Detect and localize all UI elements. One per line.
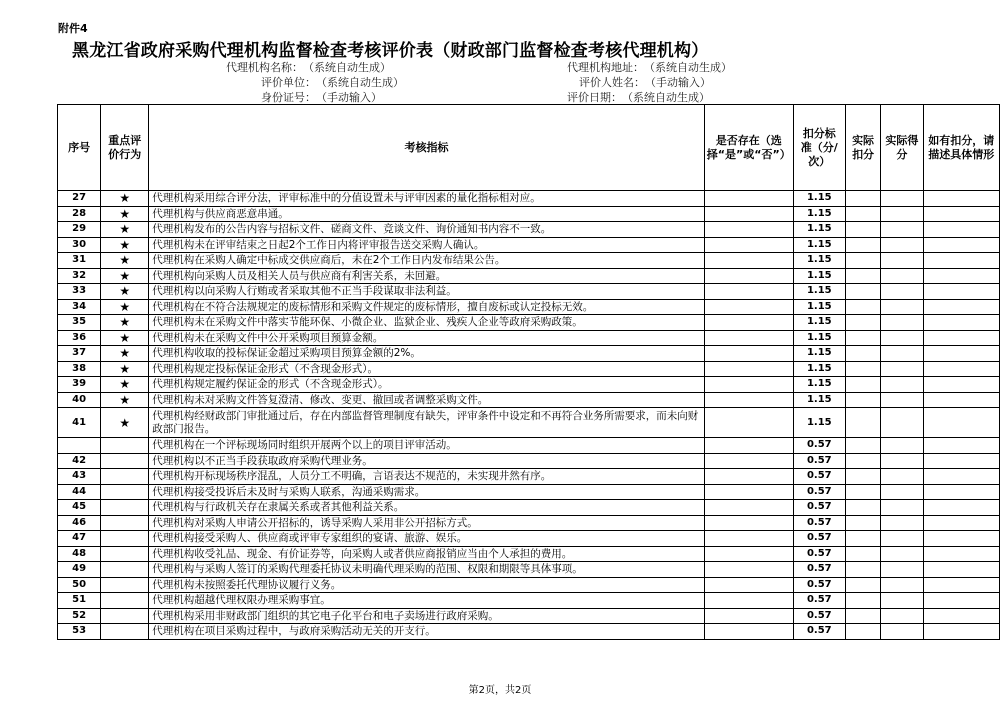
table-row bbox=[58, 608, 1000, 624]
remark-cell[interactable] bbox=[923, 515, 999, 531]
indicator-text: 代理机构采用非财政部门组织的其它电子化平台和电子卖场进行政府采购。 bbox=[149, 608, 705, 624]
row-number: 43 bbox=[58, 469, 101, 485]
key-behavior-star: ★ bbox=[101, 268, 149, 284]
remark-cell[interactable] bbox=[923, 562, 999, 578]
exists-cell[interactable] bbox=[704, 330, 793, 346]
header-remark: 如有扣分，请描述具体情形 bbox=[923, 105, 999, 191]
deduction-standard: 1.15 bbox=[793, 237, 845, 253]
table-row bbox=[58, 222, 1000, 238]
remark-cell[interactable] bbox=[923, 500, 999, 516]
row-number: 28 bbox=[58, 206, 101, 222]
key-behavior-star bbox=[101, 484, 149, 500]
indicator-text: 代理机构超越代理权限办理采购事宜。 bbox=[149, 593, 705, 609]
indicator-text: 代理机构接受采购人、供应商或评审专家组织的宴请、旅游、娱乐。 bbox=[149, 531, 705, 547]
actual-deduct-cell[interactable] bbox=[845, 500, 880, 516]
actual-score-cell[interactable] bbox=[881, 346, 923, 362]
remark-cell[interactable] bbox=[923, 206, 999, 222]
remark-cell[interactable] bbox=[923, 408, 999, 438]
actual-deduct-cell[interactable] bbox=[845, 377, 880, 393]
deduction-standard: 0.57 bbox=[793, 438, 845, 454]
table-row bbox=[58, 469, 1000, 485]
exists-cell[interactable] bbox=[704, 484, 793, 500]
remark-cell[interactable] bbox=[923, 237, 999, 253]
actual-score-cell[interactable] bbox=[881, 237, 923, 253]
key-behavior-star: ★ bbox=[101, 206, 149, 222]
row-number bbox=[58, 438, 101, 454]
exists-cell[interactable] bbox=[704, 624, 793, 640]
remark-cell[interactable] bbox=[923, 284, 999, 300]
page-title: 黑龙江省政府采购代理机构监督检查考核评价表（财政部门监督检查考核代理机构） bbox=[72, 41, 709, 61]
actual-score-cell[interactable] bbox=[881, 268, 923, 284]
exists-cell[interactable] bbox=[704, 593, 793, 609]
row-number: 40 bbox=[58, 392, 101, 408]
actual-deduct-cell[interactable] bbox=[845, 453, 880, 469]
remark-cell[interactable] bbox=[923, 484, 999, 500]
row-number: 52 bbox=[58, 608, 101, 624]
actual-score-cell[interactable] bbox=[881, 392, 923, 408]
meta-value[interactable]: （手动输入） bbox=[645, 76, 711, 89]
actual-deduct-cell[interactable] bbox=[845, 438, 880, 454]
deduction-standard: 1.15 bbox=[793, 315, 845, 331]
actual-score-cell[interactable] bbox=[881, 222, 923, 238]
indicator-text: 代理机构规定投标保证金形式（不含现金形式）。 bbox=[149, 361, 705, 377]
deduction-standard: 0.57 bbox=[793, 531, 845, 547]
indicator-text: 代理机构与采购人签订的采购代理委托协议未明确代理采购的范围、权限和期限等具体事项。 bbox=[149, 562, 705, 578]
exists-cell[interactable] bbox=[704, 453, 793, 469]
exists-cell[interactable] bbox=[704, 531, 793, 547]
remark-cell[interactable] bbox=[923, 608, 999, 624]
table-row bbox=[58, 577, 1000, 593]
header-indicator: 考核指标 bbox=[149, 105, 705, 191]
actual-score-cell[interactable] bbox=[881, 577, 923, 593]
actual-score-cell[interactable] bbox=[881, 438, 923, 454]
remark-cell[interactable] bbox=[923, 392, 999, 408]
header-actual-deduct: 实际扣分 bbox=[845, 105, 880, 191]
exists-cell[interactable] bbox=[704, 377, 793, 393]
remark-cell[interactable] bbox=[923, 531, 999, 547]
remark-cell[interactable] bbox=[923, 469, 999, 485]
key-behavior-star: ★ bbox=[101, 330, 149, 346]
exists-cell[interactable] bbox=[704, 392, 793, 408]
key-behavior-star bbox=[101, 515, 149, 531]
row-number: 31 bbox=[58, 253, 101, 269]
actual-deduct-cell[interactable] bbox=[845, 237, 880, 253]
actual-deduct-cell[interactable] bbox=[845, 361, 880, 377]
actual-deduct-cell[interactable] bbox=[845, 408, 880, 438]
remark-cell[interactable] bbox=[923, 330, 999, 346]
meta-value[interactable]: （系统自动生成） bbox=[622, 91, 710, 104]
row-number: 30 bbox=[58, 237, 101, 253]
deduction-standard: 0.57 bbox=[793, 515, 845, 531]
indicator-text: 代理机构在采购人确定中标成交供应商后，未在2个工作日内发布结果公告。 bbox=[149, 253, 705, 269]
actual-deduct-cell[interactable] bbox=[845, 253, 880, 269]
exists-cell[interactable] bbox=[704, 608, 793, 624]
key-behavior-star bbox=[101, 593, 149, 609]
actual-deduct-cell[interactable] bbox=[845, 299, 880, 315]
table-row bbox=[58, 484, 1000, 500]
deduction-standard: 1.15 bbox=[793, 330, 845, 346]
remark-cell[interactable] bbox=[923, 315, 999, 331]
exists-cell[interactable] bbox=[704, 206, 793, 222]
table-row bbox=[58, 624, 1000, 640]
key-behavior-star: ★ bbox=[101, 191, 149, 207]
actual-deduct-cell[interactable] bbox=[845, 346, 880, 362]
remark-cell[interactable] bbox=[923, 268, 999, 284]
header-key-behavior: 重点评价行为 bbox=[101, 105, 149, 191]
indicator-text: 代理机构以向采购人行贿或者采取其他不正当手段谋取非法利益。 bbox=[149, 284, 705, 300]
deduction-standard: 1.15 bbox=[793, 392, 845, 408]
exists-cell[interactable] bbox=[704, 268, 793, 284]
exists-cell[interactable] bbox=[704, 500, 793, 516]
actual-deduct-cell[interactable] bbox=[845, 222, 880, 238]
actual-deduct-cell[interactable] bbox=[845, 268, 880, 284]
row-number: 51 bbox=[58, 593, 101, 609]
exists-cell[interactable] bbox=[704, 515, 793, 531]
indicator-text: 代理机构开标现场秩序混乱，人员分工不明确，言语表达不规范的，未实现井然有序。 bbox=[149, 469, 705, 485]
actual-score-cell[interactable] bbox=[881, 608, 923, 624]
actual-score-cell[interactable] bbox=[881, 624, 923, 640]
deduction-standard: 0.57 bbox=[793, 546, 845, 562]
remark-cell[interactable] bbox=[923, 346, 999, 362]
key-behavior-star bbox=[101, 608, 149, 624]
key-behavior-star: ★ bbox=[101, 377, 149, 393]
table-row bbox=[58, 438, 1000, 454]
row-number: 34 bbox=[58, 299, 101, 315]
exists-cell[interactable] bbox=[704, 546, 793, 562]
actual-score-cell[interactable] bbox=[881, 408, 923, 438]
deduction-standard: 1.15 bbox=[793, 361, 845, 377]
table-row bbox=[58, 268, 1000, 284]
actual-deduct-cell[interactable] bbox=[845, 531, 880, 547]
indicator-text: 代理机构经财政部门审批通过后，存在内部监督管理制度有缺失，评审条件中设定和不再符合业务所需要求，而未向财政部门报告。 bbox=[149, 408, 705, 438]
actual-deduct-cell[interactable] bbox=[845, 206, 880, 222]
remark-cell[interactable] bbox=[923, 191, 999, 207]
key-behavior-star: ★ bbox=[101, 346, 149, 362]
exists-cell[interactable] bbox=[704, 408, 793, 438]
table-row bbox=[58, 253, 1000, 269]
deduction-standard: 0.57 bbox=[793, 593, 845, 609]
exists-cell[interactable] bbox=[704, 562, 793, 578]
key-behavior-star bbox=[101, 577, 149, 593]
table-row bbox=[58, 346, 1000, 362]
indicator-text: 代理机构接受投诉后未及时与采购人联系，沟通采购需求。 bbox=[149, 484, 705, 500]
actual-deduct-cell[interactable] bbox=[845, 315, 880, 331]
exists-cell[interactable] bbox=[704, 438, 793, 454]
actual-deduct-cell[interactable] bbox=[845, 191, 880, 207]
meta-id-number bbox=[261, 89, 382, 105]
exists-cell[interactable] bbox=[704, 346, 793, 362]
actual-score-cell[interactable] bbox=[881, 377, 923, 393]
meta-label: 代理机构名称： bbox=[226, 61, 303, 74]
evaluation-table bbox=[57, 104, 1000, 640]
actual-score-cell[interactable] bbox=[881, 546, 923, 562]
key-behavior-star: ★ bbox=[101, 284, 149, 300]
row-number: 33 bbox=[58, 284, 101, 300]
page-footer: 第2页，共2页 bbox=[468, 685, 532, 696]
deduction-standard: 0.57 bbox=[793, 577, 845, 593]
indicator-text: 代理机构未在采购文件中落实节能环保、小微企业、监狱企业、残疾人企业等政府采购政策。 bbox=[149, 315, 705, 331]
actual-score-cell[interactable] bbox=[881, 484, 923, 500]
indicator-text: 代理机构在一个评标现场同时组织开展两个以上的项目评审活动。 bbox=[149, 438, 705, 454]
actual-deduct-cell[interactable] bbox=[845, 593, 880, 609]
deduction-standard: 1.15 bbox=[793, 222, 845, 238]
actual-deduct-cell[interactable] bbox=[845, 392, 880, 408]
indicator-text: 代理机构未按照委托代理协议履行义务。 bbox=[149, 577, 705, 593]
remark-cell[interactable] bbox=[923, 253, 999, 269]
deduction-standard: 0.57 bbox=[793, 562, 845, 578]
actual-deduct-cell[interactable] bbox=[845, 515, 880, 531]
table-row bbox=[58, 562, 1000, 578]
meta-value[interactable]: （系统自动生成） bbox=[644, 61, 732, 74]
indicator-text: 代理机构向采购人员及相关人员与供应商有利害关系，未回避。 bbox=[149, 268, 705, 284]
row-number: 41 bbox=[58, 408, 101, 438]
meta-evaluator-name bbox=[579, 74, 711, 90]
remark-cell[interactable] bbox=[923, 593, 999, 609]
meta-value[interactable]: （系统自动生成） bbox=[303, 61, 391, 74]
indicator-text: 代理机构以不正当手段获取政府采购代理业务。 bbox=[149, 453, 705, 469]
deduction-standard: 1.15 bbox=[793, 346, 845, 362]
table-row bbox=[58, 191, 1000, 207]
exists-cell[interactable] bbox=[704, 361, 793, 377]
key-behavior-star: ★ bbox=[101, 299, 149, 315]
deduction-standard: 0.57 bbox=[793, 624, 845, 640]
row-number: 27 bbox=[58, 191, 101, 207]
meta-value[interactable]: （手动输入） bbox=[316, 91, 382, 104]
deduction-standard: 1.15 bbox=[793, 268, 845, 284]
deduction-standard: 0.57 bbox=[793, 453, 845, 469]
actual-deduct-cell[interactable] bbox=[845, 469, 880, 485]
remark-cell[interactable] bbox=[923, 377, 999, 393]
deduction-standard: 1.15 bbox=[793, 299, 845, 315]
table-row bbox=[58, 361, 1000, 377]
row-number: 45 bbox=[58, 500, 101, 516]
meta-agency-name bbox=[226, 59, 391, 75]
deduction-standard: 1.15 bbox=[793, 206, 845, 222]
meta-label: 评价日期： bbox=[567, 91, 622, 104]
header-standard: 扣分标准（分/次） bbox=[793, 105, 845, 191]
deduction-standard: 1.15 bbox=[793, 377, 845, 393]
row-number: 37 bbox=[58, 346, 101, 362]
actual-score-cell[interactable] bbox=[881, 453, 923, 469]
exists-cell[interactable] bbox=[704, 577, 793, 593]
deduction-standard: 0.57 bbox=[793, 500, 845, 516]
table-row bbox=[58, 531, 1000, 547]
deduction-standard: 1.15 bbox=[793, 284, 845, 300]
meta-label: 评价单位： bbox=[261, 76, 316, 89]
key-behavior-star bbox=[101, 469, 149, 485]
table-row bbox=[58, 500, 1000, 516]
attachment-label: 附件4 bbox=[58, 22, 88, 35]
table-row bbox=[58, 515, 1000, 531]
table-row bbox=[58, 284, 1000, 300]
header-exists: 是否存在（选择“是”或“否”） bbox=[704, 105, 793, 191]
table-row bbox=[58, 593, 1000, 609]
indicator-text: 代理机构在项目采购过程中，与政府采购活动无关的开支行。 bbox=[149, 624, 705, 640]
row-number: 53 bbox=[58, 624, 101, 640]
row-number: 32 bbox=[58, 268, 101, 284]
actual-deduct-cell[interactable] bbox=[845, 330, 880, 346]
row-number: 38 bbox=[58, 361, 101, 377]
table-row bbox=[58, 315, 1000, 331]
meta-evaluation-unit bbox=[261, 74, 404, 90]
row-number: 39 bbox=[58, 377, 101, 393]
table-row bbox=[58, 392, 1000, 408]
meta-value[interactable]: （系统自动生成） bbox=[316, 76, 404, 89]
actual-deduct-cell[interactable] bbox=[845, 562, 880, 578]
actual-score-cell[interactable] bbox=[881, 299, 923, 315]
exists-cell[interactable] bbox=[704, 253, 793, 269]
actual-score-cell[interactable] bbox=[881, 531, 923, 547]
actual-deduct-cell[interactable] bbox=[845, 546, 880, 562]
header-no: 序号 bbox=[58, 105, 101, 191]
actual-score-cell[interactable] bbox=[881, 330, 923, 346]
indicator-text: 代理机构收受礼品、现金、有价证券等，向采购人或者供应商报销应当由个人承担的费用。 bbox=[149, 546, 705, 562]
key-behavior-star: ★ bbox=[101, 361, 149, 377]
deduction-standard: 0.57 bbox=[793, 469, 845, 485]
actual-score-cell[interactable] bbox=[881, 284, 923, 300]
table-row bbox=[58, 453, 1000, 469]
key-behavior-star bbox=[101, 531, 149, 547]
remark-cell[interactable] bbox=[923, 438, 999, 454]
row-number: 48 bbox=[58, 546, 101, 562]
header-actual-score: 实际得分 bbox=[881, 105, 923, 191]
indicator-text: 代理机构发布的公告内容与招标文件、磋商文件、竞谈文件、询价通知书内容不一致。 bbox=[149, 222, 705, 238]
actual-score-cell[interactable] bbox=[881, 500, 923, 516]
deduction-standard: 0.57 bbox=[793, 484, 845, 500]
remark-cell[interactable] bbox=[923, 624, 999, 640]
key-behavior-star: ★ bbox=[101, 253, 149, 269]
row-number: 42 bbox=[58, 453, 101, 469]
deduction-standard: 1.15 bbox=[793, 191, 845, 207]
key-behavior-star bbox=[101, 438, 149, 454]
meta-evaluation-date bbox=[567, 89, 710, 105]
table-row bbox=[58, 377, 1000, 393]
remark-cell[interactable] bbox=[923, 453, 999, 469]
key-behavior-star bbox=[101, 546, 149, 562]
meta-agency-address bbox=[567, 59, 732, 75]
indicator-text: 代理机构未在采购文件中公开采购项目预算金额。 bbox=[149, 330, 705, 346]
indicator-text: 代理机构采用综合评分法，评审标准中的分值设置未与评审因素的量化指标相对应。 bbox=[149, 191, 705, 207]
actual-score-cell[interactable] bbox=[881, 253, 923, 269]
actual-deduct-cell[interactable] bbox=[845, 577, 880, 593]
table-row bbox=[58, 546, 1000, 562]
table-row bbox=[58, 408, 1000, 438]
table-row bbox=[58, 206, 1000, 222]
actual-score-cell[interactable] bbox=[881, 191, 923, 207]
indicator-text: 代理机构与供应商恶意串通。 bbox=[149, 206, 705, 222]
row-number: 29 bbox=[58, 222, 101, 238]
meta-label: 代理机构地址： bbox=[567, 61, 644, 74]
remark-cell[interactable] bbox=[923, 222, 999, 238]
actual-score-cell[interactable] bbox=[881, 315, 923, 331]
key-behavior-star bbox=[101, 453, 149, 469]
remark-cell[interactable] bbox=[923, 546, 999, 562]
deduction-standard: 1.15 bbox=[793, 408, 845, 438]
key-behavior-star bbox=[101, 500, 149, 516]
table-row bbox=[58, 299, 1000, 315]
key-behavior-star: ★ bbox=[101, 315, 149, 331]
row-number: 35 bbox=[58, 315, 101, 331]
table-row bbox=[58, 237, 1000, 253]
exists-cell[interactable] bbox=[704, 222, 793, 238]
actual-deduct-cell[interactable] bbox=[845, 484, 880, 500]
key-behavior-star: ★ bbox=[101, 392, 149, 408]
key-behavior-star: ★ bbox=[101, 222, 149, 238]
exists-cell[interactable] bbox=[704, 237, 793, 253]
exists-cell[interactable] bbox=[704, 284, 793, 300]
key-behavior-star bbox=[101, 562, 149, 578]
indicator-text: 代理机构未对采购文件答复澄清、修改、变更、撤回或者调整采购文件。 bbox=[149, 392, 705, 408]
key-behavior-star: ★ bbox=[101, 408, 149, 438]
key-behavior-star: ★ bbox=[101, 237, 149, 253]
exists-cell[interactable] bbox=[704, 469, 793, 485]
remark-cell[interactable] bbox=[923, 299, 999, 315]
remark-cell[interactable] bbox=[923, 361, 999, 377]
actual-score-cell[interactable] bbox=[881, 361, 923, 377]
exists-cell[interactable] bbox=[704, 299, 793, 315]
indicator-text: 代理机构收取的投标保证金超过采购项目预算金额的2%。 bbox=[149, 346, 705, 362]
row-number: 46 bbox=[58, 515, 101, 531]
indicator-text: 代理机构对采购人申请公开招标的，诱导采购人采用非公开招标方式。 bbox=[149, 515, 705, 531]
row-number: 44 bbox=[58, 484, 101, 500]
remark-cell[interactable] bbox=[923, 577, 999, 593]
table-header-row bbox=[58, 105, 1000, 191]
deduction-standard: 0.57 bbox=[793, 608, 845, 624]
actual-score-cell[interactable] bbox=[881, 562, 923, 578]
table-row bbox=[58, 330, 1000, 346]
key-behavior-star bbox=[101, 624, 149, 640]
exists-cell[interactable] bbox=[704, 315, 793, 331]
indicator-text: 代理机构在不符合法规规定的废标情形和采购文件规定的废标情形，擅自废标或认定投标无效。 bbox=[149, 299, 705, 315]
deduction-standard: 1.15 bbox=[793, 253, 845, 269]
row-number: 49 bbox=[58, 562, 101, 578]
actual-deduct-cell[interactable] bbox=[845, 284, 880, 300]
actual-deduct-cell[interactable] bbox=[845, 608, 880, 624]
indicator-text: 代理机构未在评审结束之日起2个工作日内将评审报告送交采购人确认。 bbox=[149, 237, 705, 253]
row-number: 36 bbox=[58, 330, 101, 346]
exists-cell[interactable] bbox=[704, 191, 793, 207]
meta-label: 身份证号： bbox=[261, 91, 316, 104]
actual-score-cell[interactable] bbox=[881, 593, 923, 609]
row-number: 50 bbox=[58, 577, 101, 593]
actual-score-cell[interactable] bbox=[881, 515, 923, 531]
actual-deduct-cell[interactable] bbox=[845, 624, 880, 640]
meta-label: 评价人姓名： bbox=[579, 76, 645, 89]
actual-score-cell[interactable] bbox=[881, 206, 923, 222]
indicator-text: 代理机构规定履约保证金的形式（不含现金形式）。 bbox=[149, 377, 705, 393]
indicator-text: 代理机构与行政机关存在隶属关系或者其他利益关系。 bbox=[149, 500, 705, 516]
actual-score-cell[interactable] bbox=[881, 469, 923, 485]
row-number: 47 bbox=[58, 531, 101, 547]
